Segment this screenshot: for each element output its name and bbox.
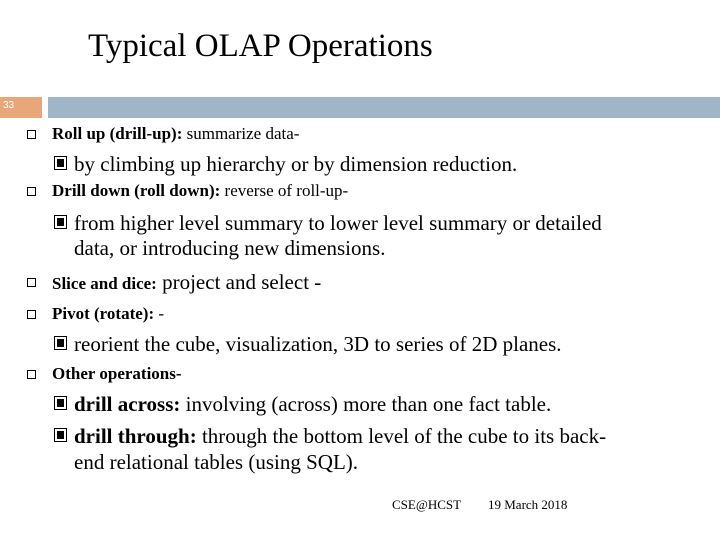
slide-title: Typical OLAP Operations [88,28,433,64]
sub-bullet-drill-down-cont: data, or introducing new dimensions. [74,236,386,260]
square-bullet-icon [27,187,36,196]
sub-bullet-drill-down: from higher level summary to lower level summary or detailed [74,211,602,235]
sub-bullet-pivot: reorient the cube, visualization, 3D to series of 2D planes. [74,332,562,356]
sub-bullet-drill-through: drill through: through the bottom level of the cube to its back- [74,424,606,448]
sub-bullet-drill-through-cont: end relational tables (using SQL). [74,450,359,474]
checkbox-bullet-icon [54,336,67,350]
checkbox-bullet-icon [54,215,67,229]
sub-bullet-drill-across: drill across: involving (across) more than one fact table. [74,392,551,416]
bullet-slice-dice: Slice and dice: project and select - [52,272,321,294]
sub-bullet-roll-up: by climbing up hierarchy or by dimension reduction. [74,152,517,176]
checkbox-bullet-icon [54,156,67,170]
square-bullet-icon [27,310,36,319]
footer-date: 19 March 2018 [488,497,568,512]
bullet-other-operations: Other operations- [52,364,182,384]
square-bullet-icon [27,278,36,287]
bullet-pivot: Pivot (rotate): - [52,304,164,324]
header-bar [48,97,720,118]
square-bullet-icon [27,130,36,139]
checkbox-bullet-icon [54,396,67,410]
square-bullet-icon [27,370,36,379]
slide-number: 33 [3,100,15,111]
bullet-roll-up: Roll up (drill-up): summarize data- [52,124,299,144]
footer-org: CSE@HCST [392,497,462,512]
bullet-drill-down: Drill down (roll down): reverse of roll-up- [52,181,348,201]
checkbox-bullet-icon [54,428,67,442]
slide-number-box [0,97,42,118]
